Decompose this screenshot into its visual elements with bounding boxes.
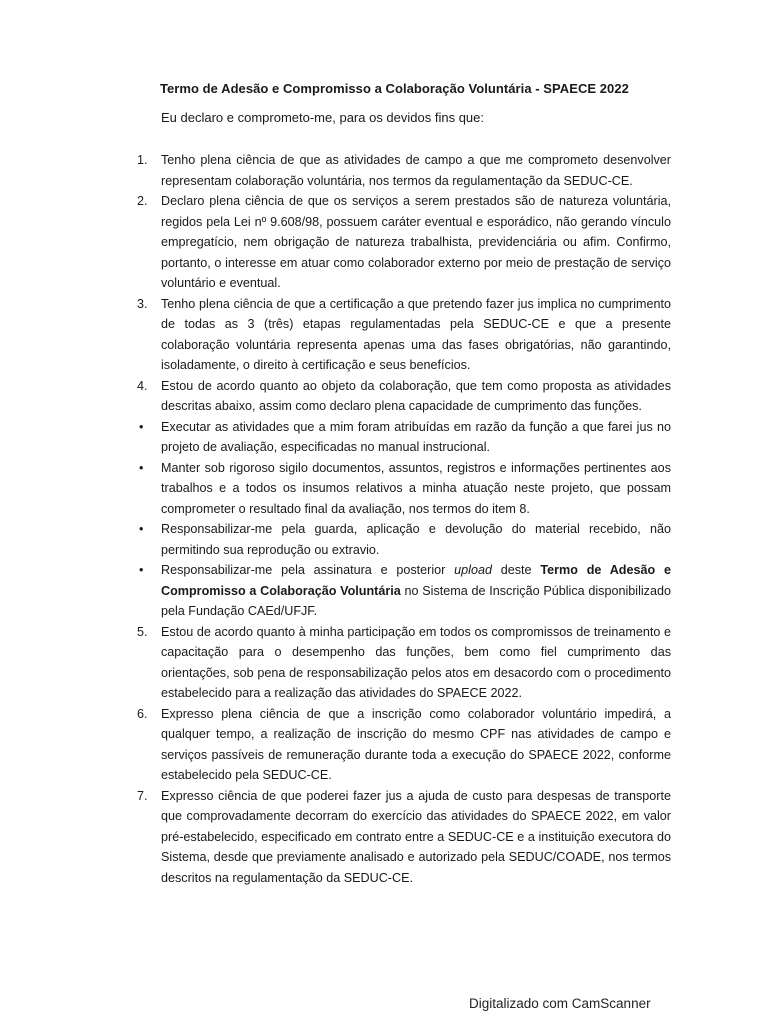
list-item <box>137 294 671 376</box>
list-marker: 3. <box>137 296 148 311</box>
bullet-item <box>137 519 671 560</box>
list-marker: 2. <box>137 194 148 208</box>
text-run: no Sistema de Inscrição Pública disponibilizado pela Fundação CAEd/UFJF. <box>161 583 671 618</box>
bullet-item-text: Executar as atividades que a mim foram atribuídas em razão da função a que farei jus no projeto de avaliação, especificadas no manual instrucional. <box>161 419 671 454</box>
list-item-text: Expresso ciência de que poderei fazer jus a ajuda de custo para despesas de transporte que comprovadamente decorram do exercício das atividades do SPAECE 2022, em valor pré-estabelecido, especificado em contrato entre a SEDUC-CE e a instituição executora do Sistema, desde que previamente analisado e autorizado pela SEDUC/COADE, nos termos descritos na regulamentação da SEDUC-CE. <box>161 788 671 885</box>
list-item-text: Estou de acordo quanto à minha participação em todos os compromissos de treinamento e capacitação para o desempenho das funções, bem como fiel cumprimento das orientações, sob pena de responsabilização pelos atos em desacordo com o procedimento estabelecido para a realização das atividades do SPAECE 2022. <box>161 624 671 700</box>
list-item <box>137 786 671 889</box>
text-run: deste <box>491 563 541 577</box>
bullet-item-text <box>161 560 671 622</box>
list-marker: 6. <box>137 706 148 721</box>
list-marker: 1. <box>137 153 148 167</box>
bullet-marker: • <box>139 419 144 434</box>
list-item <box>137 622 671 704</box>
bullet-item <box>137 458 671 520</box>
bullet-marker: • <box>139 460 144 475</box>
bullet-item <box>137 560 671 622</box>
list-marker: 4. <box>137 378 148 393</box>
list-item <box>137 150 671 191</box>
list-item-text: Tenho plena ciência de que as atividades de campo a que me comprometo desenvolver representam colaboração voluntária, nos termos da regulamentação da SEDUC-CE. <box>161 153 671 188</box>
list-item-text: Expresso plena ciência de que a inscrição como colaborador voluntário impedirá, a qualquer tempo, a realização de inscrição do mesmo CPF nas atividades de campo e serviços passíveis de remuneração durante toda a execução do SPAECE 2022, conforme estabelecido pela SEDUC-CE. <box>161 706 671 782</box>
bullet-item <box>137 417 671 458</box>
text-run: Responsabilizar-me pela assinatura e posterior <box>161 563 455 577</box>
list-item-text: Estou de acordo quanto ao objeto da colaboração, que tem como proposta as atividades descritas abaixo, assim como declaro plena capacidade de cumprimento das funções. <box>161 378 671 413</box>
list-item <box>137 376 671 417</box>
list-marker: 7. <box>137 788 148 803</box>
camscanner-watermark: Digitalizado com CamScanner <box>469 996 651 1011</box>
list-item-text: Declaro plena ciência de que os serviços a serem prestados são de natureza voluntária, regidos pela Lei nº 9.608/98, possuem caráter eventual e esporádico, não gerando vínculo empregatício, nem obrigação de natureza trabalhista, previdenciária ou afim. Confirmo, portanto, o interesse em atuar como colaborador externo por meio de prestação de serviço voluntário e eventual. <box>161 194 671 290</box>
bullet-marker: • <box>139 522 144 536</box>
bullet-item-text: Manter sob rigoroso sigilo documentos, assuntos, registros e informações pertinentes aos trabalhos e a todos os insumos relativos a minha atuação neste projeto, que possam comprometer o resultado final da avaliação, nos termos do item 8. <box>161 460 671 516</box>
document-intro: Eu declaro e comprometo-me, para os devidos fins que: <box>161 110 485 125</box>
document-title: Termo de Adesão e Compromisso a Colaboração Voluntária - SPAECE 2022 <box>160 81 629 96</box>
list-item <box>137 704 671 786</box>
list-item <box>137 191 671 294</box>
upload-emphasis: upload <box>454 563 492 577</box>
bullet-item-text: Responsabilizar-me pela guarda, aplicação e devolução do material recebido, não permitindo sua reprodução ou extravio. <box>161 522 671 557</box>
bullet-marker: • <box>139 563 144 577</box>
list-item-text: Tenho plena ciência de que a certificação a que pretendo fazer jus implica no cumprimento de todas as 3 (três) etapas regulamentadas pela SEDUC-CE e que a presente colaboração voluntária representa apenas uma das fases obrigatórias, não garantindo, isoladamente, o direito à certificação e seus benefícios. <box>161 296 671 372</box>
list-marker: 5. <box>137 624 148 639</box>
term-name-bold: Termo de Adesão e Compromisso a Colaboração Voluntária <box>161 563 671 598</box>
declaration-list <box>137 150 671 888</box>
